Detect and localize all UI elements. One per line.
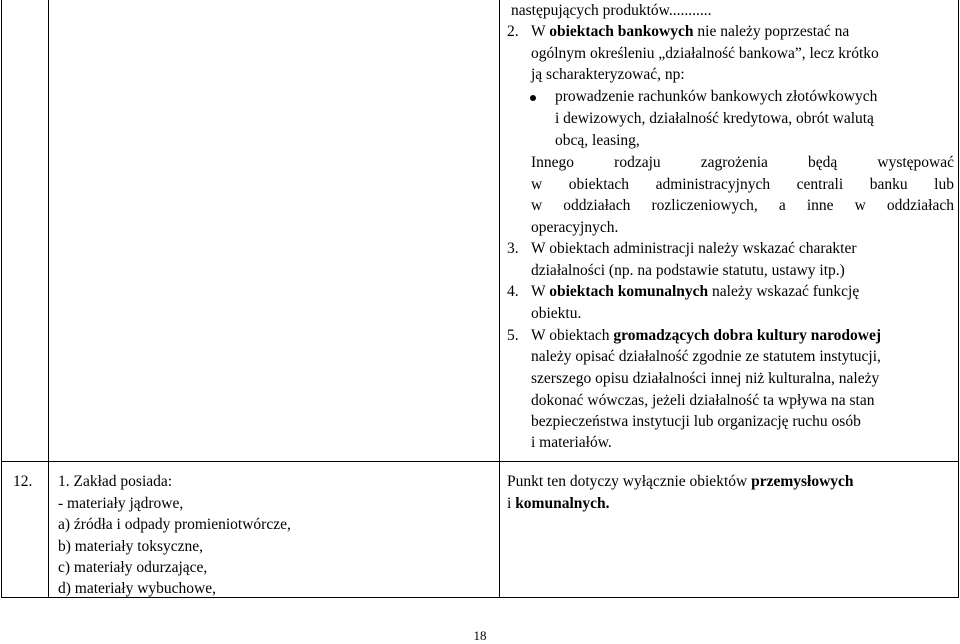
row-12-right-line-2: i komunalnych. xyxy=(507,495,610,512)
item-2-line-2: ogólnym określeniu „działalność bankowa”, lecz krótko xyxy=(531,45,879,62)
bullet-icon xyxy=(530,95,536,101)
item-5-number: 5. xyxy=(507,327,519,344)
row-12-left-line-3: a) źródła i odpady promieniotwórcze, xyxy=(58,516,291,533)
item-5-line-6: i materiałów. xyxy=(531,434,612,451)
item-2-line-8: w obiektach administracyjnych centrali banku lub xyxy=(531,176,954,193)
item-5-line-3: szerszego opisu działalności innej niż kulturalna, należy xyxy=(531,370,880,387)
item-4-line-2: obiektu. xyxy=(531,305,582,322)
table-border-col1 xyxy=(48,0,49,598)
item-3-line-1: W obiektach administracji należy wskazać charakter xyxy=(531,240,857,257)
item-2-line-10: operacyjnych. xyxy=(531,219,619,236)
page-number: 18 xyxy=(473,628,487,643)
item-2-line-1: W obiektach bankowych nie należy poprzestać na xyxy=(531,23,850,40)
item-2-line-9: w oddziałach rozliczeniowych, a inne w oddziałach xyxy=(531,197,954,214)
item-4-number: 4. xyxy=(507,283,519,300)
row-12-right-line-1: Punkt ten dotyczy wyłącznie obiektów przemysłowych xyxy=(507,473,854,490)
item-2-bullet-line-3: obcą, leasing, xyxy=(555,132,640,149)
table-border-col2 xyxy=(499,0,500,598)
continuation-line: następujących produktów........... xyxy=(511,2,712,19)
row-number: 12. xyxy=(13,473,33,490)
item-5-line-2: należy opisać działalność zgodnie ze statutem instytucji, xyxy=(531,348,881,365)
table-border-left xyxy=(1,0,2,598)
item-2-line-7: Innego rodzaju zagrożenia będą występować xyxy=(531,154,954,171)
row-12-left-line-4: b) materiały toksyczne, xyxy=(58,538,204,555)
item-5-line-5: bezpieczeństwa instytucji lub organizację ruchu osób xyxy=(531,413,861,430)
row-12-left-line-1: 1. Zakład posiada: xyxy=(58,473,173,490)
table-row-divider xyxy=(1,461,959,462)
table-border-right xyxy=(958,0,959,598)
item-3-number: 3. xyxy=(507,240,519,257)
row-12-left-line-2: - materiały jądrowe, xyxy=(58,495,184,512)
item-2-line-3: ją scharakteryzować, np: xyxy=(531,66,685,83)
row-12-left-line-6: d) materiały wybuchowe, xyxy=(58,580,216,597)
item-5-line-4: dokonać wówczas, jeżeli działalność ta wpływa na stan xyxy=(531,392,875,409)
row-12-left-line-5: c) materiały odurzające, xyxy=(58,559,208,576)
item-2-bullet-line-1: prowadzenie rachunków bankowych złotówkowych xyxy=(555,88,878,105)
item-2-bullet-line-2: i dewizowych, działalność kredytowa, obrót walutą xyxy=(555,110,874,127)
item-3-line-2: działalności (np. na podstawie statutu, ustawy itp.) xyxy=(531,262,845,279)
item-2-number: 2. xyxy=(507,23,519,40)
item-4-line-1: W obiektach komunalnych należy wskazać funkcję xyxy=(531,283,860,300)
item-5-line-1: W obiektach gromadzących dobra kultury narodowej xyxy=(531,327,882,344)
